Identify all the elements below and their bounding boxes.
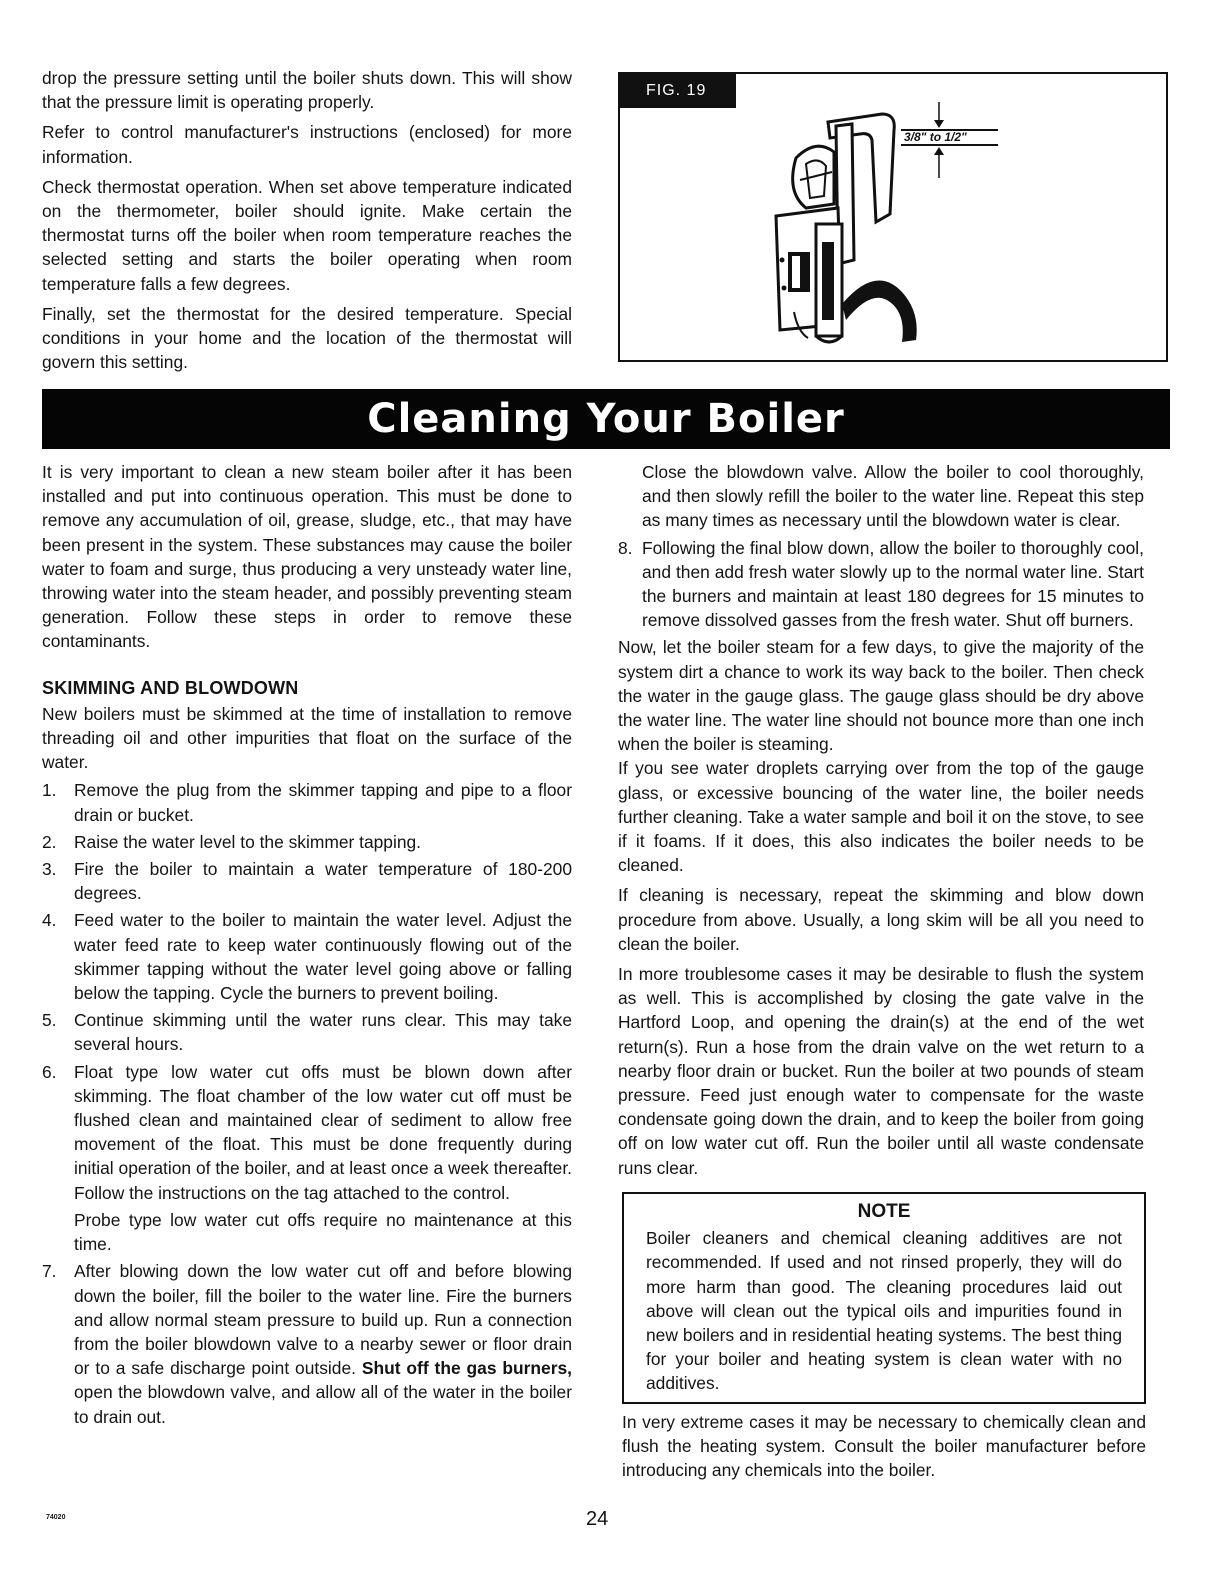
paragraph: If you see water droplets carrying over from the top of the gauge glass, or excessive bouncing of the water line, the boiler needs further cleaning. Take a water sample and boil it on the stove, to see if it foams. If it does, this also indicates the boiler needs to be cleaned. — [618, 758, 1144, 876]
paragraph: drop the pressure setting until the boiler shuts down. This will show that the pressure limit is operating properly. — [42, 68, 572, 113]
paragraph: Finally, set the thermostat for the desired temperature. Special conditions in your home and the location of the thermostat will govern this setting. — [42, 303, 572, 373]
document-code: 74020 — [46, 1514, 66, 1521]
list-item: 6. Float type low water cut offs must be blown down after skimming. The float chamber of the low water cut off must be flushed clean and maintained clear of sediment to allow free movement of the float. This must be done frequently during initial operation of the boiler, and at least once a week thereafter. Follow the instructions on the tag attached to the control. Probe type low water cut offs require no maintenance at this time. — [42, 1060, 572, 1257]
left-column — [42, 460, 572, 1432]
list-item: 4. Feed water to the boiler to maintain the water level. Adjust the water feed rate to keep water continuously flowing out of the skimmer tapping without the water level going above or falling below the tapping. Cycle the burners to prevent boiling. — [42, 910, 572, 1004]
paragraph: Now, let the boiler steam for a few days, to give the majority of the system dirt a chance to work its way back to the boiler. Then check the water in the gauge glass. The gauge glass should be dry above the water line. The water line should not bounce more than one inch when the boiler is steaming. — [618, 637, 1144, 755]
sub-intro-paragraph: New boilers must be skimmed at the time of installation to remove threading oil and other impurities that float on the surface of the water. — [42, 703, 572, 773]
paragraph: In more troublesome cases it may be desirable to flush the system as well. This is accomplished by closing the gate valve in the Hartford Loop, and opening the drain(s) at the end of the wet return(s). Run a hose from the drain valve on the wet return to a nearby floor drain or bucket. Run the boiler at two pounds of steam pressure. Feed just enough water to compensate for the waste condensate going down the drain, and to keep the boiler from going off on low water cut off. Run the boiler until all waste condensate runs clear. — [618, 964, 1144, 1178]
list-item: 7. After blowing down the low water cut off and before blowing down the boiler, fill the boiler to the water line. Fire the burners and allow normal steam pressure to build up. Run a connection from the boiler blowdown valve to a nearby sewer or floor drain or to a safe discharge point outside. Shut off the gas burners, open the blowdown valve, and allow all of the water in the boiler to drain out. — [42, 1261, 572, 1427]
note-title: NOTE — [857, 1201, 911, 1222]
list-item: 5. Continue skimming until the water runs clear. This may take several hours. — [42, 1010, 572, 1055]
figure-19 — [618, 72, 1168, 362]
steps-list-continued — [618, 536, 1144, 633]
list-item: 2. Raise the water level to the skimmer tapping. — [42, 831, 422, 852]
list-item: 3. Fire the boiler to maintain a water temperature of 180-200 degrees. — [42, 859, 572, 904]
step-note: Probe type low water cut offs require no maintenance at this time. — [74, 1209, 572, 1255]
bold-warning: Shut off the gas burners, — [361, 1358, 572, 1379]
boiler-control-illustration — [620, 74, 1166, 360]
steps-list — [42, 778, 572, 1428]
subheading: SKIMMING AND BLOWDOWN — [42, 677, 299, 698]
list-item: 1. Remove the plug from the skimmer tapping and pipe to a floor drain or bucket. — [42, 780, 572, 825]
step-7-continuation: Close the blowdown valve. Allow the boiler to cool thoroughly, and then slowly refill the boiler to the water line. Repeat this step as many times as necessary until the blowdown water is clear. — [642, 462, 1144, 531]
list-item: 8. Following the final blow down, allow the boiler to thoroughly cool, and then add fresh water slowly up to the normal water line. Start the burners and maintain at least 180 degrees for 15 minutes to remove dissolved gasses from the fresh water. Shut off burners. — [618, 537, 1144, 631]
figure-label: FIG. 19 — [620, 74, 736, 108]
closing-paragraph: In very extreme cases it may be necessary to chemically clean and flush the heating system. Consult the boiler manufacturer before introducing any chemicals into the boiler. — [622, 1412, 1146, 1481]
intro-paragraph: It is very important to clean a new steam boiler after it has been installed and put into continuous operation. This must be done to remove any accumulation of oil, grease, sludge, etc., that may have been present in the system. These substances may cause the boiler water to foam and surge, thus producing a very unsteady water line, throwing water into the steam header, and possibly preventing steam generation. Follow these steps in order to remove these contaminants. — [42, 462, 572, 652]
note-body: Boiler cleaners and chemical cleaning additives are not recommended. If used and not rinsed properly, they will do more harm than good. The cleaning procedures laid out above will clean out the typical oils and impurities found in new boilers and in residential heating systems. The best thing for your boiler and heating system is clean water with no additives. — [646, 1228, 1122, 1394]
right-column — [618, 460, 1144, 1180]
dimension-label: 3/8" to 1/2" — [904, 130, 967, 144]
note-box — [622, 1192, 1146, 1404]
paragraph: Refer to control manufacturer's instructions (enclosed) for more information. — [42, 122, 572, 167]
paragraph: Check thermostat operation. When set above temperature indicated on the thermometer, boiler should ignite. Make certain the thermostat turns off the boiler when room temperature reaches the selected setting and starts the boiler operating when room temperature falls a few degrees. — [42, 176, 572, 294]
top-left-text — [42, 66, 572, 374]
paragraph: If cleaning is necessary, repeat the skimming and blow down procedure from above. Usually, a long skim will be all you need to clean the boiler. — [618, 885, 1144, 954]
page-number: 24 — [586, 1508, 609, 1530]
section-title: Cleaning Your Boiler — [42, 389, 1170, 449]
